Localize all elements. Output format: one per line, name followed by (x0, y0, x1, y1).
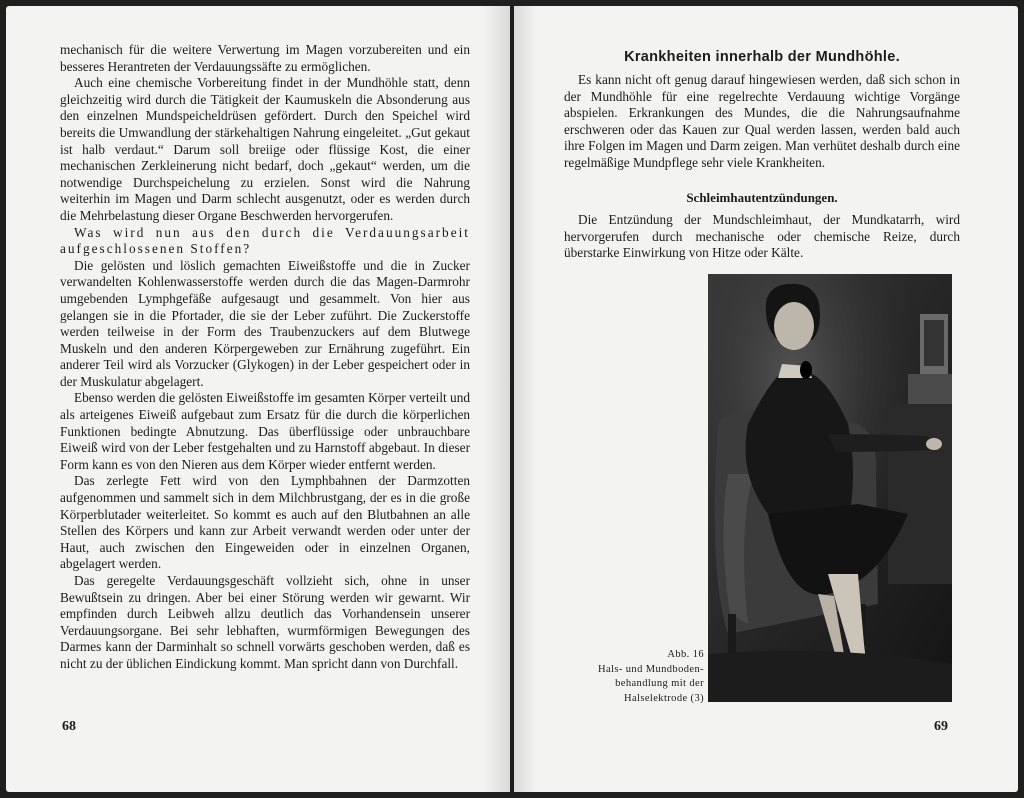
page-number: 68 (62, 719, 76, 734)
left-page (6, 6, 510, 792)
left-text-column (60, 42, 470, 673)
paragraph: Das geregelte Verdauungsgeschäft vollzieht sich, ohne in unser Bewußtsein zu dringen. Aber bei einer Störung werden wir gewarnt. Wir empfinden durch Leibweh allzu deutlich das Vorhandensein unserer Verdauungsorgane. Bei sehr lebhaften, wurmförmigen Bewegungen des Darmes kann der Darminhalt so schnell vorwärts geschoben werden, daß es nicht zu der üblichen Eindickung kommt. Man spricht dann von Durchfall. (60, 573, 470, 671)
paragraph: mechanisch für die weitere Verwertung im Magen vorzubereiten und ein besseres Herantreten der Verdauungssäfte zu ermöglichen. (60, 42, 470, 74)
right-text-column (564, 72, 960, 172)
subheading: Schleimhautentzündungen. (686, 190, 838, 205)
paragraph: Die gelösten und löslich gemachten Eiweißstoffe und die in Zucker verwandelten Kohlenwasserstoffe werden durch die das Magen-Darmrohr umgebenden Lymphgefäße aufgesaugt und gesammelt. Von hier aus gelangen sie in die Pfortader, die sie der Leber zuführt. Die Zuckerstoffe werden teilweise in der Form des Traubenzuckers auf dem Blutwege Muskeln und den anderen Körpergeweben zur Ernährung zugeführt. Ein anderer Teil wird als Vorzucker (Glykogen) in der Leber gespeichert oder in der Muskulatur abgelagert. (60, 257, 470, 389)
right-page (514, 6, 1018, 792)
paragraph: Das zerlegte Fett wird von den Lymphbahnen der Darmzotten aufgenommen und sammelt sich in dem Milchbrustgang, der es in die große Körperblutader weiterleitet. So kommt es auch auf den Blutbahnen an alle Stellen des Körpers und kann zur Arbeit verwandt werden oder unter der Haut, auch zwischen den Eingeweiden oder in einzelnen Organen, abgelagert werden. (60, 473, 470, 572)
page-number: 69 (934, 719, 948, 734)
paragraph: Auch eine chemische Vorbereitung findet in der Mundhöhle statt, denn gleichzeitig wird durch die Tätigkeit der Kaumuskeln die Absonderung aus den einzelnen Mundspeicheldrüsen gefördert. Durch den Speichel wird bereits die Umwandlung der stärkehaltigen Nahrung eingeleitet. „Gut gekaut ist halb verdaut.“ Darum soll breiige oder flüssige Kost, die einer mechanischen Zerkleinerung nicht bedarf, doch „gekaut“ werden, um die notwendige Durchspeichelung zu erzielen. Sonst wird die Nahrung weiterhin im Magen und Darm schlecht ausgenutzt, oder es werden durch die Mehrbelastung dieser Organe Beschwerden hervorgerufen. (60, 75, 470, 223)
figure-number: Abb. 16 (667, 649, 704, 660)
gutter-shadow (514, 6, 536, 792)
paragraph: Ebenso werden die gelösten Eiweißstoffe im gesamten Körper verteilt und als arteigenes Eiweiß aufgebaut zum Ersatz für die durch die körperlichen Funktionen bedingte Abnutzung. Das überflüssige oder unbrauchbare Eiweiß wird von der Leber festgehalten und zu Harnstoff abgebaut. In dieser Form kann es von den Nieren aus dem Körper wieder entfernt werden. (60, 390, 470, 472)
photo-illustration (708, 274, 952, 702)
section-heading: Krankheiten innerhalb der Mundhöhle. (624, 49, 900, 65)
figure-caption (554, 648, 704, 706)
gutter-shadow (482, 6, 510, 792)
paragraph: Die Entzündung der Mundschleimhaut, der Mundkatarrh, wird hervorgerufen durch mechanische oder chemische Reize, durch überstarke Einwirkung von Hitze oder Kälte. (564, 212, 960, 261)
section-text (564, 212, 960, 262)
intro-paragraph: Es kann nicht oft genug darauf hingewiesen werden, daß sich schon in der Mundhöhle für eine regelrechte Verdauung wichtige Vorgänge abspielen. Erkrankungen des Mundes, die die Nahrungsaufnahme erschweren oder das Kauen zur Qual werden lassen, werden bald auch ihre Folgen im Magen und Darm zeigen. Man verhütet deshalb durch eine regelmäßige Mundpflege sehr viele Krankheiten. (564, 72, 960, 170)
spaced-question: Was wird nun aus den durch die Verdauungsarbeit aufgeschlossenen Stoffen? (60, 224, 470, 257)
photograph (708, 274, 952, 702)
caption-line: Halselektrode (3) (624, 692, 704, 704)
caption-line: behandlung mit der (615, 678, 704, 690)
caption-line: Hals- und Mundboden- (598, 663, 704, 675)
